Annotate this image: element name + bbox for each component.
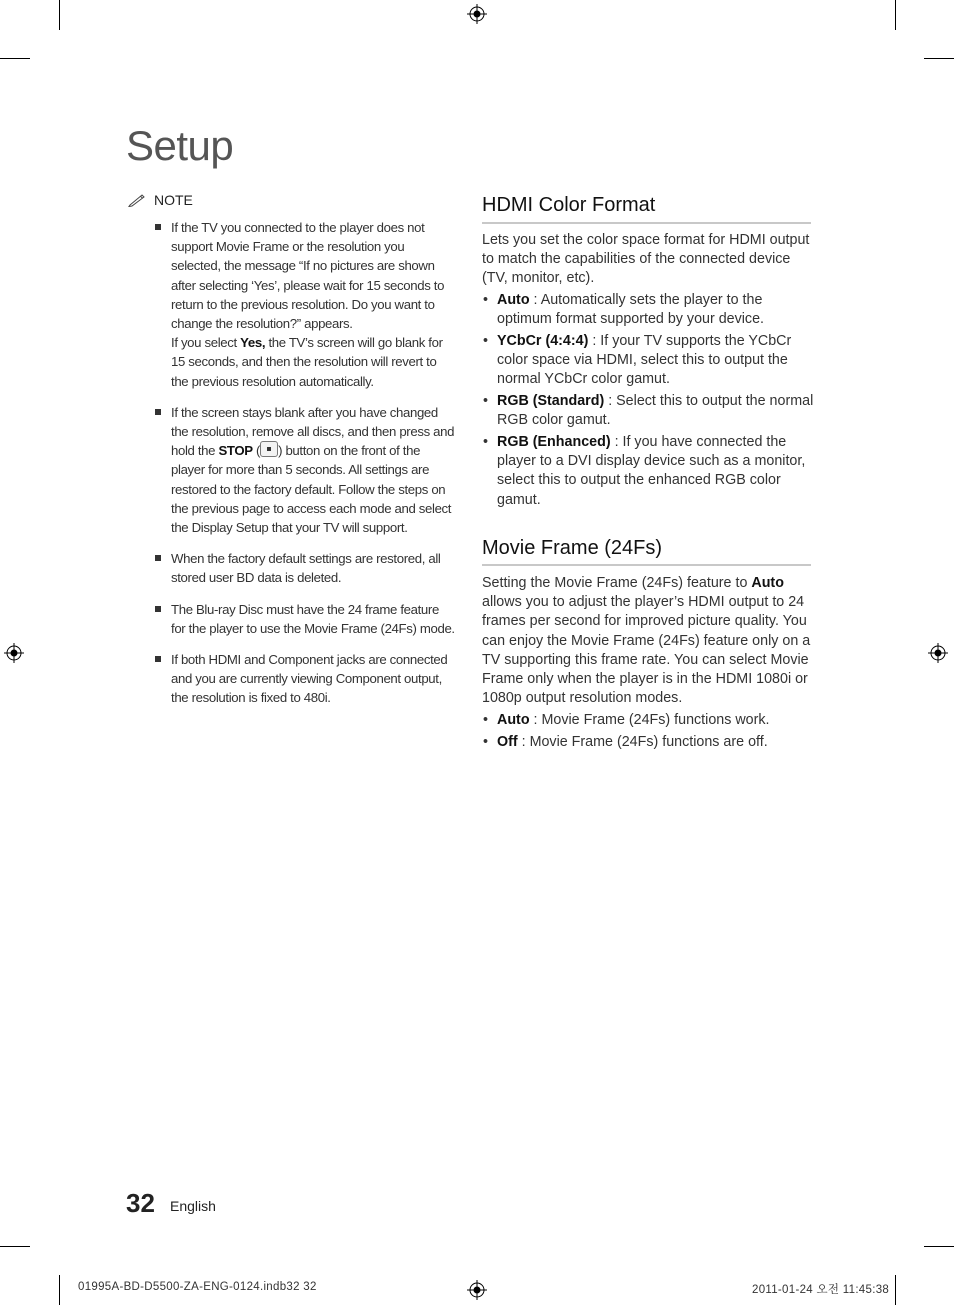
file-slug: 01995A-BD-D5500-ZA-ENG-0124.indb32 32 — [78, 1281, 317, 1293]
crop-mark — [0, 58, 30, 59]
section-title-movie-frame: Movie Frame (24Fs) — [482, 537, 663, 559]
registration-mark-icon — [4, 643, 24, 663]
movie-intro-text: Setting the Movie Frame (24Fs) feature to — [482, 575, 752, 591]
note-text: If you select — [171, 335, 241, 351]
list-item — [482, 433, 814, 510]
list-item — [482, 711, 814, 730]
option-name: YCbCr (4:4:4) — [497, 332, 589, 349]
registration-mark-icon — [467, 1280, 487, 1300]
crop-mark — [895, 0, 896, 30]
section-divider — [482, 222, 811, 224]
stop-button-icon — [260, 441, 278, 457]
option-desc: : Movie Frame (24Fs) functions are off. — [517, 733, 768, 750]
list-item — [482, 392, 814, 430]
crop-mark — [895, 1275, 896, 1305]
registration-mark-icon — [467, 4, 487, 24]
note-text: the TV’s screen will go blank for 15 seconds, and then the resolution will revert to the previous resolution automatically. — [171, 335, 443, 389]
option-desc: : Automatically sets the player to the optimum format supported by your device. — [497, 292, 764, 328]
note-item — [154, 403, 456, 537]
square-bullet-icon — [155, 224, 161, 230]
note-heading — [128, 192, 193, 208]
crop-mark — [924, 58, 954, 59]
note-bold-text: Yes, — [240, 335, 266, 351]
note-item — [154, 549, 456, 587]
note-text: If the TV you connected to the player does not support Movie Frame or the resolution you selected, the message “If no pictures are shown after selecting ‘Yes’, please wait for 15 seconds to return to the previous resolution. Do you want to change the resolution?” appears. — [171, 220, 445, 332]
option-desc: : If your TV supports the YCbCr color space via HDMI, select this to output the normal YCbCr color gamut. — [497, 332, 792, 388]
option-name: Off — [497, 733, 518, 750]
note-text: When the factory default settings are restored, all stored user BD data is deleted. — [171, 551, 441, 586]
hdmi-options-list — [482, 291, 814, 512]
note-item — [154, 600, 456, 638]
language-label: English — [170, 1198, 216, 1214]
movie-intro-text: allows you to adjust the player’s HDMI output to 24 frames per second for improved picture quality. You can enjoy the Movie Frame (24Fs) feature only on a TV supporting this frame rate. You can select Movie Frame only when the player is in the HDMI 1080i or 1080p output resolution modes. — [482, 594, 811, 707]
note-list — [154, 218, 456, 720]
crop-mark — [59, 1275, 60, 1305]
pencil-icon — [128, 193, 146, 207]
movie-intro-bold: Auto — [751, 575, 784, 591]
note-text: The Blu-ray Disc must have the 24 frame feature for the player to use the Movie Frame (24Fs) mode. — [171, 601, 455, 636]
page-number: 32 — [126, 1188, 155, 1218]
option-name: RGB (Enhanced) — [497, 433, 611, 450]
note-label: NOTE — [154, 192, 193, 208]
list-item — [482, 332, 814, 390]
note-item — [154, 650, 456, 708]
option-name: RGB (Standard) — [497, 393, 605, 410]
option-name: Auto — [497, 712, 530, 728]
print-timestamp: 2011-01-24 오전 11:45:38 — [752, 1284, 890, 1296]
square-bullet-icon — [155, 555, 161, 561]
note-item — [154, 218, 456, 391]
option-desc: : Select this to output the normal RGB color gamut. — [497, 393, 814, 429]
note-text: If the screen stays blank after you have changed the resolution, remove all discs, and then press and hold the — [171, 404, 455, 459]
list-item — [482, 733, 814, 752]
hdmi-intro: Lets you set the color space format for HDMI output to match the capabilities of the connected device (TV, monitor, etc). — [482, 232, 810, 287]
movie-options-list — [482, 711, 814, 754]
list-item — [482, 291, 814, 329]
square-bullet-icon — [155, 656, 161, 662]
crop-mark — [59, 0, 60, 30]
section-divider — [482, 564, 811, 566]
section-title-hdmi-color-format: HDMI Color Format — [482, 194, 656, 216]
registration-mark-icon — [928, 643, 948, 663]
movie-intro — [482, 574, 814, 708]
crop-mark — [924, 1246, 954, 1247]
page-title: Setup — [126, 122, 234, 169]
option-desc: : Movie Frame (24Fs) functions work. — [529, 712, 770, 728]
note-text: If both HDMI and Component jacks are connected and you are currently viewing Component output, the resolution is fixed to 480i. — [171, 652, 448, 706]
option-name: Auto — [497, 292, 530, 308]
option-desc: : If you have connected the player to a DVI display device such as a monitor, select this to output the enhanced RGB color gamut. — [497, 433, 806, 508]
note-text: ( — [252, 443, 261, 459]
square-bullet-icon — [155, 409, 161, 415]
square-bullet-icon — [155, 606, 161, 612]
crop-mark — [0, 1246, 30, 1247]
note-text: ) button on the front of the player for more than 5 seconds. All settings are restored to the factory default. Follow the steps on the previous page to access each mode and select the Display Setup that your TV will support. — [171, 443, 452, 536]
note-bold-text: STOP — [218, 443, 253, 459]
